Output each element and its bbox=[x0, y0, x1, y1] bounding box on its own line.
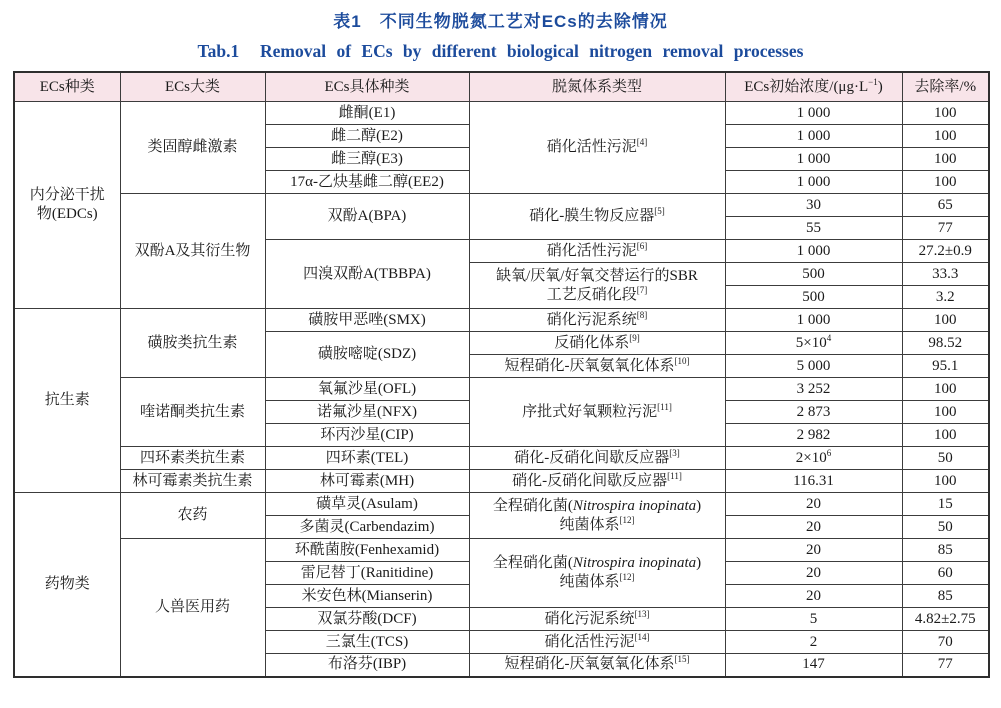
table-cell: 65 bbox=[902, 194, 989, 217]
table-cell: 双氯芬酸(DCF) bbox=[265, 608, 469, 631]
table-cell: 2 982 bbox=[725, 424, 902, 447]
table-cell: 诺氟沙星(NFX) bbox=[265, 401, 469, 424]
table-cell: 氧氟沙星(OFL) bbox=[265, 378, 469, 401]
table-cell: 1 000 bbox=[725, 240, 902, 263]
table-cell: 硝化-反硝化间歇反应器[11] bbox=[469, 470, 725, 493]
table-cell: 85 bbox=[902, 539, 989, 562]
table-row bbox=[14, 102, 989, 125]
table-cell: 人兽医用药 bbox=[120, 539, 265, 677]
table-cell: $5\times 10^4$ bbox=[725, 332, 902, 355]
table-cell: 雌三醇(E3) bbox=[265, 148, 469, 171]
table-cell: 林可霉素类抗生素 bbox=[120, 470, 265, 493]
table-cell: 500 bbox=[725, 263, 902, 286]
table-cell: 55 bbox=[725, 217, 902, 240]
table-row bbox=[14, 309, 989, 332]
table-cell: 20 bbox=[725, 562, 902, 585]
table-row bbox=[14, 470, 989, 493]
column-header: 去除率/% bbox=[902, 72, 989, 102]
table-cell: 短程硝化-厌氧氨氧化体系[15] bbox=[469, 654, 725, 677]
table-cell: 33.3 bbox=[902, 263, 989, 286]
table-row bbox=[14, 378, 989, 401]
table-cell: 100 bbox=[902, 102, 989, 125]
table-cell: 硝化活性污泥[6] bbox=[469, 240, 725, 263]
table-cell: 硝化-反硝化间歇反应器[3] bbox=[469, 447, 725, 470]
table-cell: 85 bbox=[902, 585, 989, 608]
table-cell: 双酚A及其衍生物 bbox=[120, 194, 265, 309]
table-cell: 硝化污泥系统[8] bbox=[469, 309, 725, 332]
table-cell: 95.1 bbox=[902, 355, 989, 378]
table-cell: 雌酮(E1) bbox=[265, 102, 469, 125]
table-cell: 1 000 bbox=[725, 171, 902, 194]
table-cell: 3 252 bbox=[725, 378, 902, 401]
table-cell: 1 000 bbox=[725, 102, 902, 125]
table-cell: 1 000 bbox=[725, 125, 902, 148]
table-cell: 15 bbox=[902, 493, 989, 516]
table-cell: 17α-乙炔基雌二醇(EE2) bbox=[265, 171, 469, 194]
table-cell: 100 bbox=[902, 378, 989, 401]
table-cell: 农药 bbox=[120, 493, 265, 539]
table-cell: 30 bbox=[725, 194, 902, 217]
table-cell: 布洛芬(IBP) bbox=[265, 654, 469, 677]
column-header: ECs初始浓度$/(\mu g\cdot L^{-1})$ bbox=[725, 72, 902, 102]
table-cell: 116.31 bbox=[725, 470, 902, 493]
column-header: 脱氮体系类型 bbox=[469, 72, 725, 102]
table-cell: 1 000 bbox=[725, 148, 902, 171]
table-cell: 三氯生(TCS) bbox=[265, 631, 469, 654]
table-cell: 60 bbox=[902, 562, 989, 585]
table-cell: 20 bbox=[725, 516, 902, 539]
table-cell: 雷尼替丁(Ranitidine) bbox=[265, 562, 469, 585]
table-cell: 反硝化体系[9] bbox=[469, 332, 725, 355]
table-title-zh: 表1 不同生物脱氮工艺对ECs的去除情况 bbox=[333, 12, 668, 31]
table-cell: 4.82±2.75 bbox=[902, 608, 989, 631]
table-cell: 抗生素 bbox=[14, 309, 120, 493]
table-cell: 1 000 bbox=[725, 309, 902, 332]
table-cell: 磺胺类抗生素 bbox=[120, 309, 265, 378]
table-cell: 77 bbox=[902, 217, 989, 240]
table-cell: 内分泌干扰 物(EDCs) bbox=[14, 102, 120, 309]
table-cell: 硝化-膜生物反应器[5] bbox=[469, 194, 725, 240]
table-cell: 100 bbox=[902, 401, 989, 424]
column-header: ECs具体种类 bbox=[265, 72, 469, 102]
table-cell: 米安色林(Mianserin) bbox=[265, 585, 469, 608]
table-row bbox=[14, 493, 989, 516]
table-cell: 100 bbox=[902, 470, 989, 493]
table-cell: 100 bbox=[902, 148, 989, 171]
ecs-removal-table bbox=[13, 71, 990, 678]
table-cell: 50 bbox=[902, 447, 989, 470]
table-cell: $2\times 10^6$ bbox=[725, 447, 902, 470]
table-cell: 环酰菌胺(Fenhexamid) bbox=[265, 539, 469, 562]
table-row bbox=[14, 194, 989, 217]
table-cell: 全程硝化菌(Nitrospira inopinata) 纯菌体系[12] bbox=[469, 493, 725, 539]
table-cell: 磺胺甲恶唑(SMX) bbox=[265, 309, 469, 332]
table-cell: 药物类 bbox=[14, 493, 120, 677]
table-row bbox=[14, 447, 989, 470]
table-body bbox=[14, 102, 989, 677]
table-cell: 147 bbox=[725, 654, 902, 677]
table-cell: 5 bbox=[725, 608, 902, 631]
table-cell: 77 bbox=[902, 654, 989, 677]
table-cell: 2 bbox=[725, 631, 902, 654]
table-cell: 20 bbox=[725, 539, 902, 562]
table-cell: 100 bbox=[902, 171, 989, 194]
column-header: ECs大类 bbox=[120, 72, 265, 102]
table-cell: 四环素类抗生素 bbox=[120, 447, 265, 470]
table-cell: 100 bbox=[902, 309, 989, 332]
table-cell: 四溴双酚A(TBBPA) bbox=[265, 240, 469, 309]
column-header: ECs种类 bbox=[14, 72, 120, 102]
table-cell: 环丙沙星(CIP) bbox=[265, 424, 469, 447]
table-cell: 硝化污泥系统[13] bbox=[469, 608, 725, 631]
table-cell: 50 bbox=[902, 516, 989, 539]
table-cell: 序批式好氧颗粒污泥[11] bbox=[469, 378, 725, 447]
table-cell: 类固醇雌激素 bbox=[120, 102, 265, 194]
table-row bbox=[14, 539, 989, 562]
table-cell: 四环素(TEL) bbox=[265, 447, 469, 470]
table-cell: 硝化活性污泥[4] bbox=[469, 102, 725, 194]
table-cell: 缺氧/厌氧/好氧交替运行的SBR 工艺反硝化段[7] bbox=[469, 263, 725, 309]
table-cell: 2 873 bbox=[725, 401, 902, 424]
table-cell: 硝化活性污泥[14] bbox=[469, 631, 725, 654]
table-cell: 全程硝化菌(Nitrospira inopinata) 纯菌体系[12] bbox=[469, 539, 725, 608]
table-title-en: Tab.1 Removal of ECs by different biological nitrogen removal processes bbox=[197, 41, 804, 61]
table-cell: 3.2 bbox=[902, 286, 989, 309]
table-cell: 70 bbox=[902, 631, 989, 654]
table-cell: 多菌灵(Carbendazim) bbox=[265, 516, 469, 539]
table-cell: 喹诺酮类抗生素 bbox=[120, 378, 265, 447]
table-cell: 27.2±0.9 bbox=[902, 240, 989, 263]
table-cell: 磺草灵(Asulam) bbox=[265, 493, 469, 516]
table-cell: 磺胺嘧啶(SDZ) bbox=[265, 332, 469, 378]
table-cell: 20 bbox=[725, 585, 902, 608]
table-cell: 100 bbox=[902, 424, 989, 447]
table-cell: 500 bbox=[725, 286, 902, 309]
table-cell: 100 bbox=[902, 125, 989, 148]
table-cell: 雌二醇(E2) bbox=[265, 125, 469, 148]
table-cell: 98.52 bbox=[902, 332, 989, 355]
table-cell: 双酚A(BPA) bbox=[265, 194, 469, 240]
table-cell: 林可霉素(MH) bbox=[265, 470, 469, 493]
table-header-row bbox=[14, 72, 989, 102]
table-cell: 短程硝化-厌氧氨氧化体系[10] bbox=[469, 355, 725, 378]
table-cell: 20 bbox=[725, 493, 902, 516]
table-cell: 5 000 bbox=[725, 355, 902, 378]
